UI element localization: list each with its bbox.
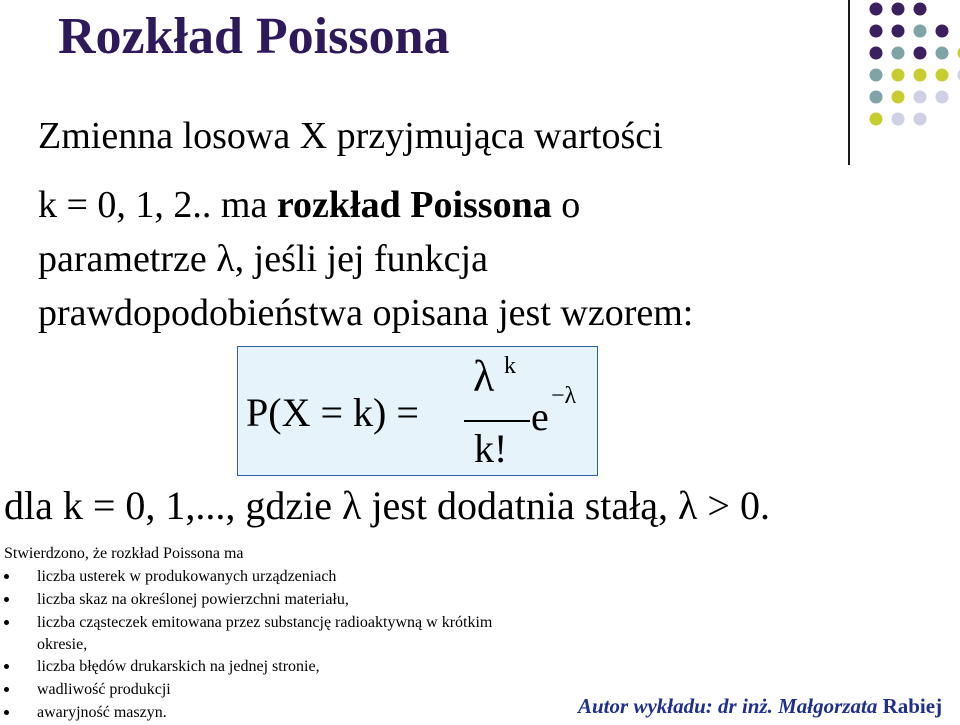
decorative-dot bbox=[892, 3, 905, 16]
list-item-text: liczba usterek w produkowanych urządzeniach bbox=[37, 568, 336, 585]
decorative-dot bbox=[936, 69, 949, 82]
list-item-text: wadliwość produkcji bbox=[37, 681, 171, 698]
decorative-dot bbox=[892, 69, 905, 82]
decorative-dot bbox=[914, 113, 927, 126]
decorative-dot bbox=[892, 91, 905, 104]
definition-line-2 bbox=[38, 183, 580, 227]
formula-factor-base: e bbox=[531, 395, 549, 439]
author-surname: Rabiej bbox=[883, 694, 943, 718]
formula-factor-exponent: −λ bbox=[551, 383, 576, 409]
bullet-icon bbox=[4, 710, 9, 715]
term-poisson-distribution: rozkład Poissona bbox=[277, 184, 552, 226]
definition-line-1: Zmienna losowa X przyjmująca wartości bbox=[38, 114, 663, 158]
list-item bbox=[0, 612, 510, 656]
formula-numerator-base: λ bbox=[473, 352, 494, 402]
formula-numerator-exponent: k bbox=[504, 353, 516, 379]
decorative-dot bbox=[914, 3, 927, 16]
decorative-dot bbox=[870, 3, 883, 16]
definition-line-2-start: k = 0, 1, 2.. ma bbox=[38, 184, 277, 226]
decorative-dot bbox=[914, 25, 927, 38]
definition-line-3: parametrze λ, jeśli jej funkcja bbox=[38, 237, 488, 281]
decorative-dot bbox=[870, 113, 883, 126]
formula-denominator: k! bbox=[474, 427, 507, 471]
formula-fraction-bar bbox=[464, 420, 530, 422]
decorative-vertical-line bbox=[848, 0, 850, 165]
examples-list bbox=[0, 566, 510, 725]
decorative-dot bbox=[914, 91, 927, 104]
list-item-text: liczba skaz na określonej powierzchni materiału, bbox=[37, 591, 349, 608]
list-item bbox=[0, 566, 510, 589]
list-item bbox=[0, 589, 510, 612]
decorative-dot bbox=[936, 47, 949, 60]
author-prefix: Autor wykładu: dr inż. Małgorzata bbox=[578, 694, 883, 718]
poisson-formula-box bbox=[237, 346, 598, 476]
formula-condition: dla k = 0, 1,..., gdzie λ jest dodatnia stałą, λ > 0. bbox=[4, 481, 770, 531]
list-item-text: liczba błędów drukarskich na jednej stronie, bbox=[37, 658, 320, 675]
decorative-dot bbox=[870, 69, 883, 82]
list-item-text: liczba cząsteczek emitowana przez substancję radioaktywną w krótkim okresie, bbox=[37, 614, 492, 653]
list-item bbox=[0, 702, 510, 725]
list-item-text: awaryjność maszyn. bbox=[37, 704, 167, 721]
decorative-dot bbox=[892, 47, 905, 60]
slide-title: Rozkład Poissona bbox=[58, 6, 450, 68]
bullet-icon bbox=[4, 620, 9, 625]
decorative-dot bbox=[870, 47, 883, 60]
bullet-icon bbox=[4, 664, 9, 669]
decorative-dot bbox=[892, 113, 905, 126]
author-credit bbox=[578, 693, 942, 719]
bullet-icon bbox=[4, 597, 9, 602]
decorative-dot bbox=[870, 25, 883, 38]
decorative-dot bbox=[936, 91, 949, 104]
decorative-dot bbox=[914, 69, 927, 82]
examples-intro: Stwierdzono, że rozkład Poissona ma bbox=[4, 544, 244, 564]
list-item bbox=[0, 679, 510, 702]
definition-line-4: prawdopodobieństwa opisana jest wzorem: bbox=[38, 291, 693, 335]
bullet-icon bbox=[4, 687, 9, 692]
decorative-dot bbox=[936, 25, 949, 38]
list-item bbox=[0, 656, 510, 679]
definition-line-2-end: o bbox=[552, 184, 581, 226]
decorative-dot bbox=[870, 91, 883, 104]
decorative-dot bbox=[892, 25, 905, 38]
bullet-icon bbox=[4, 574, 9, 579]
formula-lhs: P(X = k) = bbox=[246, 391, 419, 435]
decorative-dot bbox=[914, 47, 927, 60]
